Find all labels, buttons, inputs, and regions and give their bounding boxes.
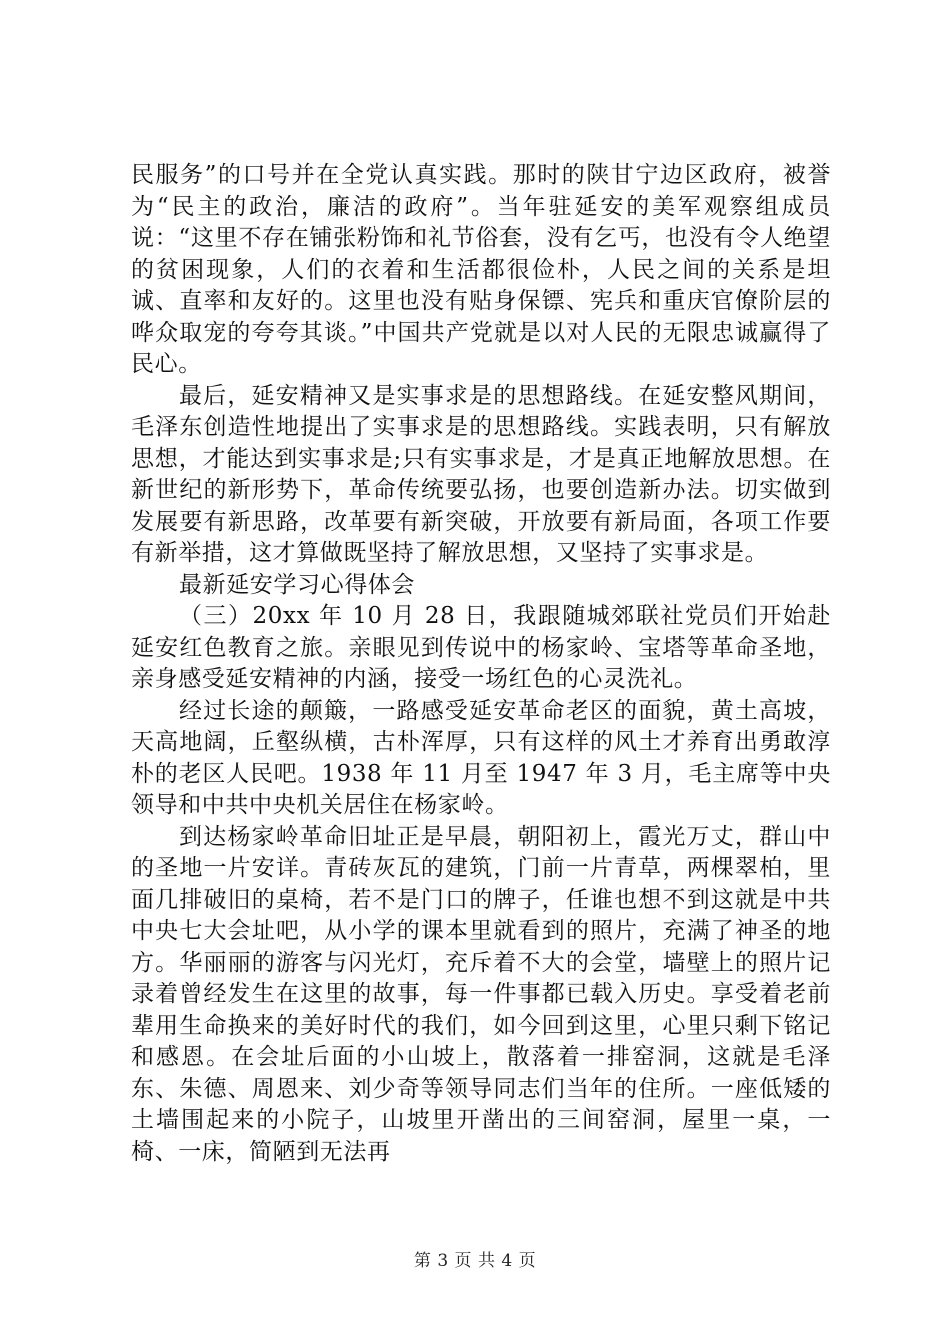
paragraph-5: 到达杨家岭革命旧址正是早晨，朝阳初上，霞光万丈，群山中的圣地一片安详。青砖灰瓦的建筑，门前一片青草，两棵翠柏，里面几排破旧的桌椅，若不是门口的牌子，任谁也想不到这就是中共中央七大会址吧，从小学的课本里就看到的照片，充满了神圣的地方。华丽丽的游客与闪光灯，充斥着不大的会堂，墙壁上的照片记录着曾经发生在这里的故事，每一件事都已载入历史。享受着老前辈用生命换来的美好时代的我们，如今回到这里，心里只剩下铭记和感恩。在会址后面的小山坡上，散落着一排窑洞，这就是毛泽东、朱德、周恩来、刘少奇等领导同志们当年的住所。一座低矮的土墙围起来的小院子，山坡里开凿出的三间窑洞，屋里一桌，一椅、一床，简陋到无法再 (131, 823, 831, 1165)
section-heading: 最新延安学习心得体会 (179, 571, 415, 598)
page-number-footer: 第 3 页 共 4 页 (413, 1251, 537, 1271)
paragraph-2: 最后，延安精神又是实事求是的思想路线。在延安整风期间，毛泽东创造性地提出了实事求是的思想路线。实践表明，只有解放思想，才能达到实事求是;只有实事求是，才是真正地解放思想。在新世纪的新形势下，革命传统要弘扬，也要创造新办法。切实做到发展要有新思路，改革要有新突破，开放要有新局面，各项工作要有新举措，这才算做既坚持了解放思想，又坚持了实事求是。 (131, 382, 831, 566)
paragraph-1: 民服务”的口号并在全党认真实践。那时的陕甘宁边区政府，被誉为“民主的政治，廉洁的政府”。当年驻延安的美军观察组成员说：“这里不存在铺张粉饰和礼节俗套，没有乞丐，也没有令人绝望的贫困现象，人们的衣着和生活都很俭朴，人民之间的关系是坦诚、直率和友好的。这里也没有贴身保镖、宪兵和重庆官僚阶层的哗众取宠的夸夸其谈。”中国共产党就是以对人民的无限忠诚赢得了民心。 (131, 162, 831, 377)
document-body (131, 160, 831, 1168)
paragraph-4: 经过长途的颠簸，一路感受延安革命老区的面貌，黄土高坡，天高地阔，丘壑纵横，古朴浑厚，只有这样的风土才养育出勇敢淳朴的老区人民吧。1938 年 11 月至 1947 年 3 月，毛主席等中央领导和中共中央机关居住在杨家岭。 (131, 697, 831, 818)
paragraph-3: （三）20xx 年 10 月 28 日，我跟随城郊联社党员们开始赴延安红色教育之旅。亲眼见到传说中的杨家岭、宝塔等革命圣地，亲身感受延安精神的内涵，接受一场红色的心灵洗礼。 (131, 603, 831, 692)
